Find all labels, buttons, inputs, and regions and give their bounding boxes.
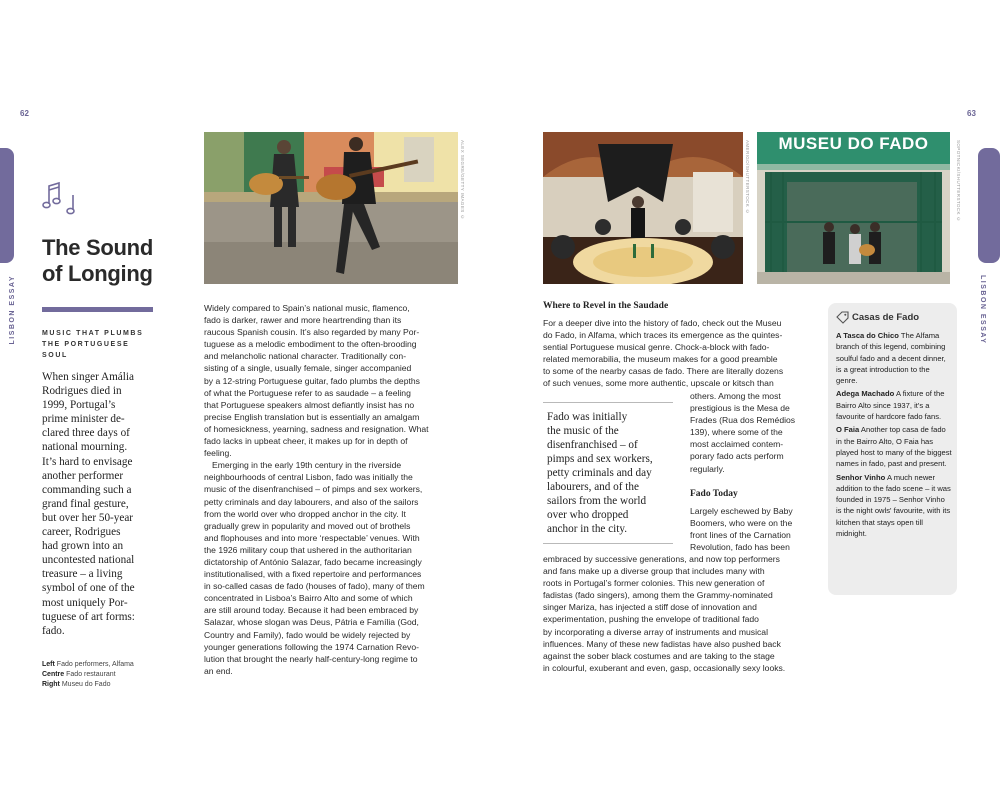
- intro-line: career, Rodrigues: [42, 526, 121, 539]
- intro-line: most uniquely Por-: [42, 596, 128, 609]
- sidebar-entry: A Tasca do Chico The Alfama branch of this legend, combining soulful fado and a decent dinner, is a great introduction to the genre.: [836, 331, 946, 386]
- intro-line: grand final gesture,: [42, 497, 129, 510]
- revel-line: related memorabilia, the museum makes for a good preamble: [543, 354, 778, 365]
- intro-line: 1999, Portugal’s: [42, 399, 116, 412]
- revel-line: do Fado, in Alfama, which traces its emergence as the quintes-: [543, 330, 783, 341]
- body-paragraph: Widely compared to Spain’s national music, flamenco, fado is darker, rawer and more heartrending than its raucous Spanish cousin. It’s also regarded by many Por- tuguese as a melodic embodiment to the often-brooding and melancholic national character. Traditionally con- sisting of a single, usually female, singer accompanied by a 12-string Portuguese guitar, fado plumbs the depths of what the Portuguese refer to as saudade – a feeling that Portuguese speakers almost defiantly insist has no precise English translation but is essentially an amalgam of homesickness, yearning, sadness and resignation. What fado lacks in upbeat cheer, it makes up for in depth of feeling.: [204, 303, 429, 459]
- revel-line: others. Among the most: [690, 391, 781, 401]
- today-line: singer Mariza, has injected a stiff dose of innovation and: [543, 602, 757, 613]
- page-number-left: 62: [20, 109, 29, 118]
- revel-line: most acclaimed contem-: [690, 439, 784, 450]
- pullquote-line: the music of the: [547, 425, 619, 437]
- today-line: fadistas (fado singers), among them the Grammy-nominated: [543, 590, 773, 601]
- heading-fado-today: Fado Today: [690, 489, 738, 499]
- revel-line: sential Portuguese musical genre. Chock-a-block with fado-: [543, 342, 770, 353]
- kicker: [42, 328, 162, 361]
- intro-line: symbol of one of the: [42, 582, 135, 595]
- today-line: by incorporating a diverse array of instruments and musical: [543, 626, 768, 637]
- intro-line: It’s hard to envisage: [42, 455, 133, 468]
- pullquote-rule-bottom: [543, 543, 673, 544]
- tag-icon: [836, 311, 849, 324]
- sidebar-entries: [836, 330, 952, 541]
- heading-where-to-revel: Where to Revel in the Saudade: [543, 301, 669, 311]
- photo-credit-centre: AMERIGO/SHUTTERSTOCK ©: [745, 140, 750, 215]
- intro-line: When singer Amália: [42, 371, 134, 383]
- pullquote: [547, 410, 677, 536]
- pullquote-line: pimps and sex workers,: [547, 453, 653, 465]
- page-number-right: 63: [967, 109, 976, 118]
- pullquote-line: petty criminals and day: [547, 467, 652, 479]
- revel-line: porary fado acts perform: [690, 451, 784, 462]
- today-line: against the sober black costumes and are taking to the stage: [543, 650, 775, 661]
- museum-sign-text: MUSEU DO FADO: [778, 134, 929, 153]
- today-line: and fans make up a diverse group that includes many with: [543, 566, 765, 577]
- photo-credit-right: SOPOTNICKI/SHUTTERSTOCK ©: [956, 140, 961, 222]
- today-line: influences. Many of these new fadistas have also pushed back: [543, 638, 781, 649]
- today-line: in colourful, exuberant and even, gasp, occasionally sexy looks.: [543, 662, 786, 673]
- photo-museu-do-fado: [757, 132, 950, 284]
- photo-credit-left: ALEX SEGRE/GETTY IMAGES ©: [460, 140, 465, 220]
- revel-line: to some of the nearby casas de fado. There are literally dozens: [543, 366, 784, 377]
- revel-line: 139), where some of the: [690, 427, 783, 438]
- caption-left: Left Fado performers, Alfama: [42, 661, 134, 668]
- intro-line: tuguese of art forms:: [42, 610, 135, 623]
- kicker-line: MUSIC THAT PLUMBS: [42, 330, 144, 337]
- sidebar-entry: Adega Machado A fixture of the Bairro Alto since 1937, it's a favourite of hardcore fado fans.: [836, 389, 945, 422]
- sidebar-title: Casas de Fado: [852, 312, 920, 323]
- intro-line: treasure – a living: [42, 568, 123, 581]
- photo-fado-restaurant: [543, 132, 743, 284]
- today-line: roots in Portugal’s former colonies. This new generation of: [543, 578, 765, 589]
- intro-line: another performer: [42, 469, 124, 482]
- pullquote-line: anchor in the city.: [547, 523, 628, 535]
- revel-line: prestigious is the Mesa de: [690, 403, 790, 414]
- intro-line: had grown into an: [42, 540, 124, 553]
- caption-right: Right Museu do Fado: [42, 681, 111, 688]
- intro-line: uncontested national: [42, 554, 135, 567]
- article-title-line-1: The Sound: [42, 235, 153, 260]
- today-line: experimentation, pushing the envelope of traditional fado: [543, 614, 759, 625]
- today-line: embraced by successive generations, and now top performers: [543, 554, 780, 564]
- caption-centre: Centre Fado restaurant: [42, 671, 116, 678]
- article-title-line-2: of Longing: [42, 261, 153, 286]
- today-text-narrow: [690, 505, 825, 553]
- pullquote-rule-top: [543, 402, 673, 403]
- revel-line: Frades (Rua dos Remédios: [690, 415, 796, 426]
- intro-line: commanding such a: [42, 483, 132, 496]
- intro-line: national mourning.: [42, 441, 128, 454]
- intro-line: clared three days of: [42, 427, 130, 440]
- intro-line: Rodrigues died in: [42, 385, 122, 398]
- pullquote-line: disenfranchised – of: [547, 439, 638, 451]
- pullquote-line: labourers, and of the: [547, 481, 639, 493]
- intro-paragraph: [42, 370, 182, 638]
- revel-line: regularly.: [690, 463, 725, 474]
- article-title: [42, 235, 192, 287]
- section-tab-left: [0, 148, 14, 263]
- today-line: Boomers, who were on the: [690, 518, 793, 529]
- music-notes-icon: [41, 180, 81, 216]
- section-label-left: LISBON ESSAY: [9, 275, 16, 345]
- revel-text-narrow: [690, 390, 825, 475]
- revel-line: For a deeper dive into the history of fado, check out the Museu: [543, 318, 782, 328]
- revel-text-full: [543, 317, 823, 390]
- today-line: front lines of the Carnation: [690, 530, 791, 541]
- body-paragraph: Emerging in the early 19th century in the riverside neighbourhoods of central Lisbon, fado was initially the music of the disenfranchised – of pimps and sex workers, petty criminals and day labourers, and also of the sailors from the world over who dropped anchor in the city. It gradually grew in popularity and moved out of brothels and flophouses and into more ‘respectable’ venues. With the 1926 military coup that ushered in the authoritarian dictatorship of António Salazar, fado became increasingly institutionalised, with a fixed repertoire and performances in so-called casas de fado (houses of fado), many of them concentrated in Lisboa’s Bairro Alto and some of which are still around today. Because it had been embraced by Salazar, whose slogan was Deus, Pátria e Família (God, Country and Family), fado would be widely rejected by younger generations following the 1974 Carnation Revo- lution that brought the nearly half-century-long regime to an end.: [204, 460, 425, 676]
- intro-line: but over her 50-year: [42, 511, 134, 524]
- pullquote-line: Fado was initially: [547, 411, 628, 423]
- section-tab-right: [978, 148, 1000, 263]
- section-label-right: LISBON ESSAY: [979, 275, 986, 345]
- today-text-full: [543, 553, 823, 674]
- today-line: Largely eschewed by Baby: [690, 506, 793, 516]
- pullquote-line: sailors from the world: [547, 495, 647, 507]
- body-text-left: [204, 302, 462, 677]
- sidebar-entry: O Faia Another top casa de fado in the Bairro Alto, O Faia has played host to many of the biggest names in fado, past and present.: [836, 425, 952, 469]
- photo-fado-performers: [204, 132, 458, 284]
- intro-line: fado.: [42, 624, 65, 637]
- title-rule: [42, 307, 153, 312]
- pullquote-line: over who dropped: [547, 509, 629, 521]
- sidebar-casas-de-fado: [828, 303, 957, 595]
- sidebar-entry: Senhor Vinho A much newer addition to the fado scene – it was founded in 1975 – Senhor Vinho is the night owls' favourite, with its kitchen that stays open till midnight.: [836, 472, 951, 539]
- revel-line: of such venues, some more authentic, upscale or kitsch than: [543, 378, 774, 389]
- photo-captions: [42, 660, 172, 690]
- intro-line: prime minister de-: [42, 413, 125, 426]
- kicker-line: SOUL: [42, 352, 68, 359]
- kicker-line: THE PORTUGUESE: [42, 341, 130, 348]
- today-line: Revolution, fado has been: [690, 542, 790, 553]
